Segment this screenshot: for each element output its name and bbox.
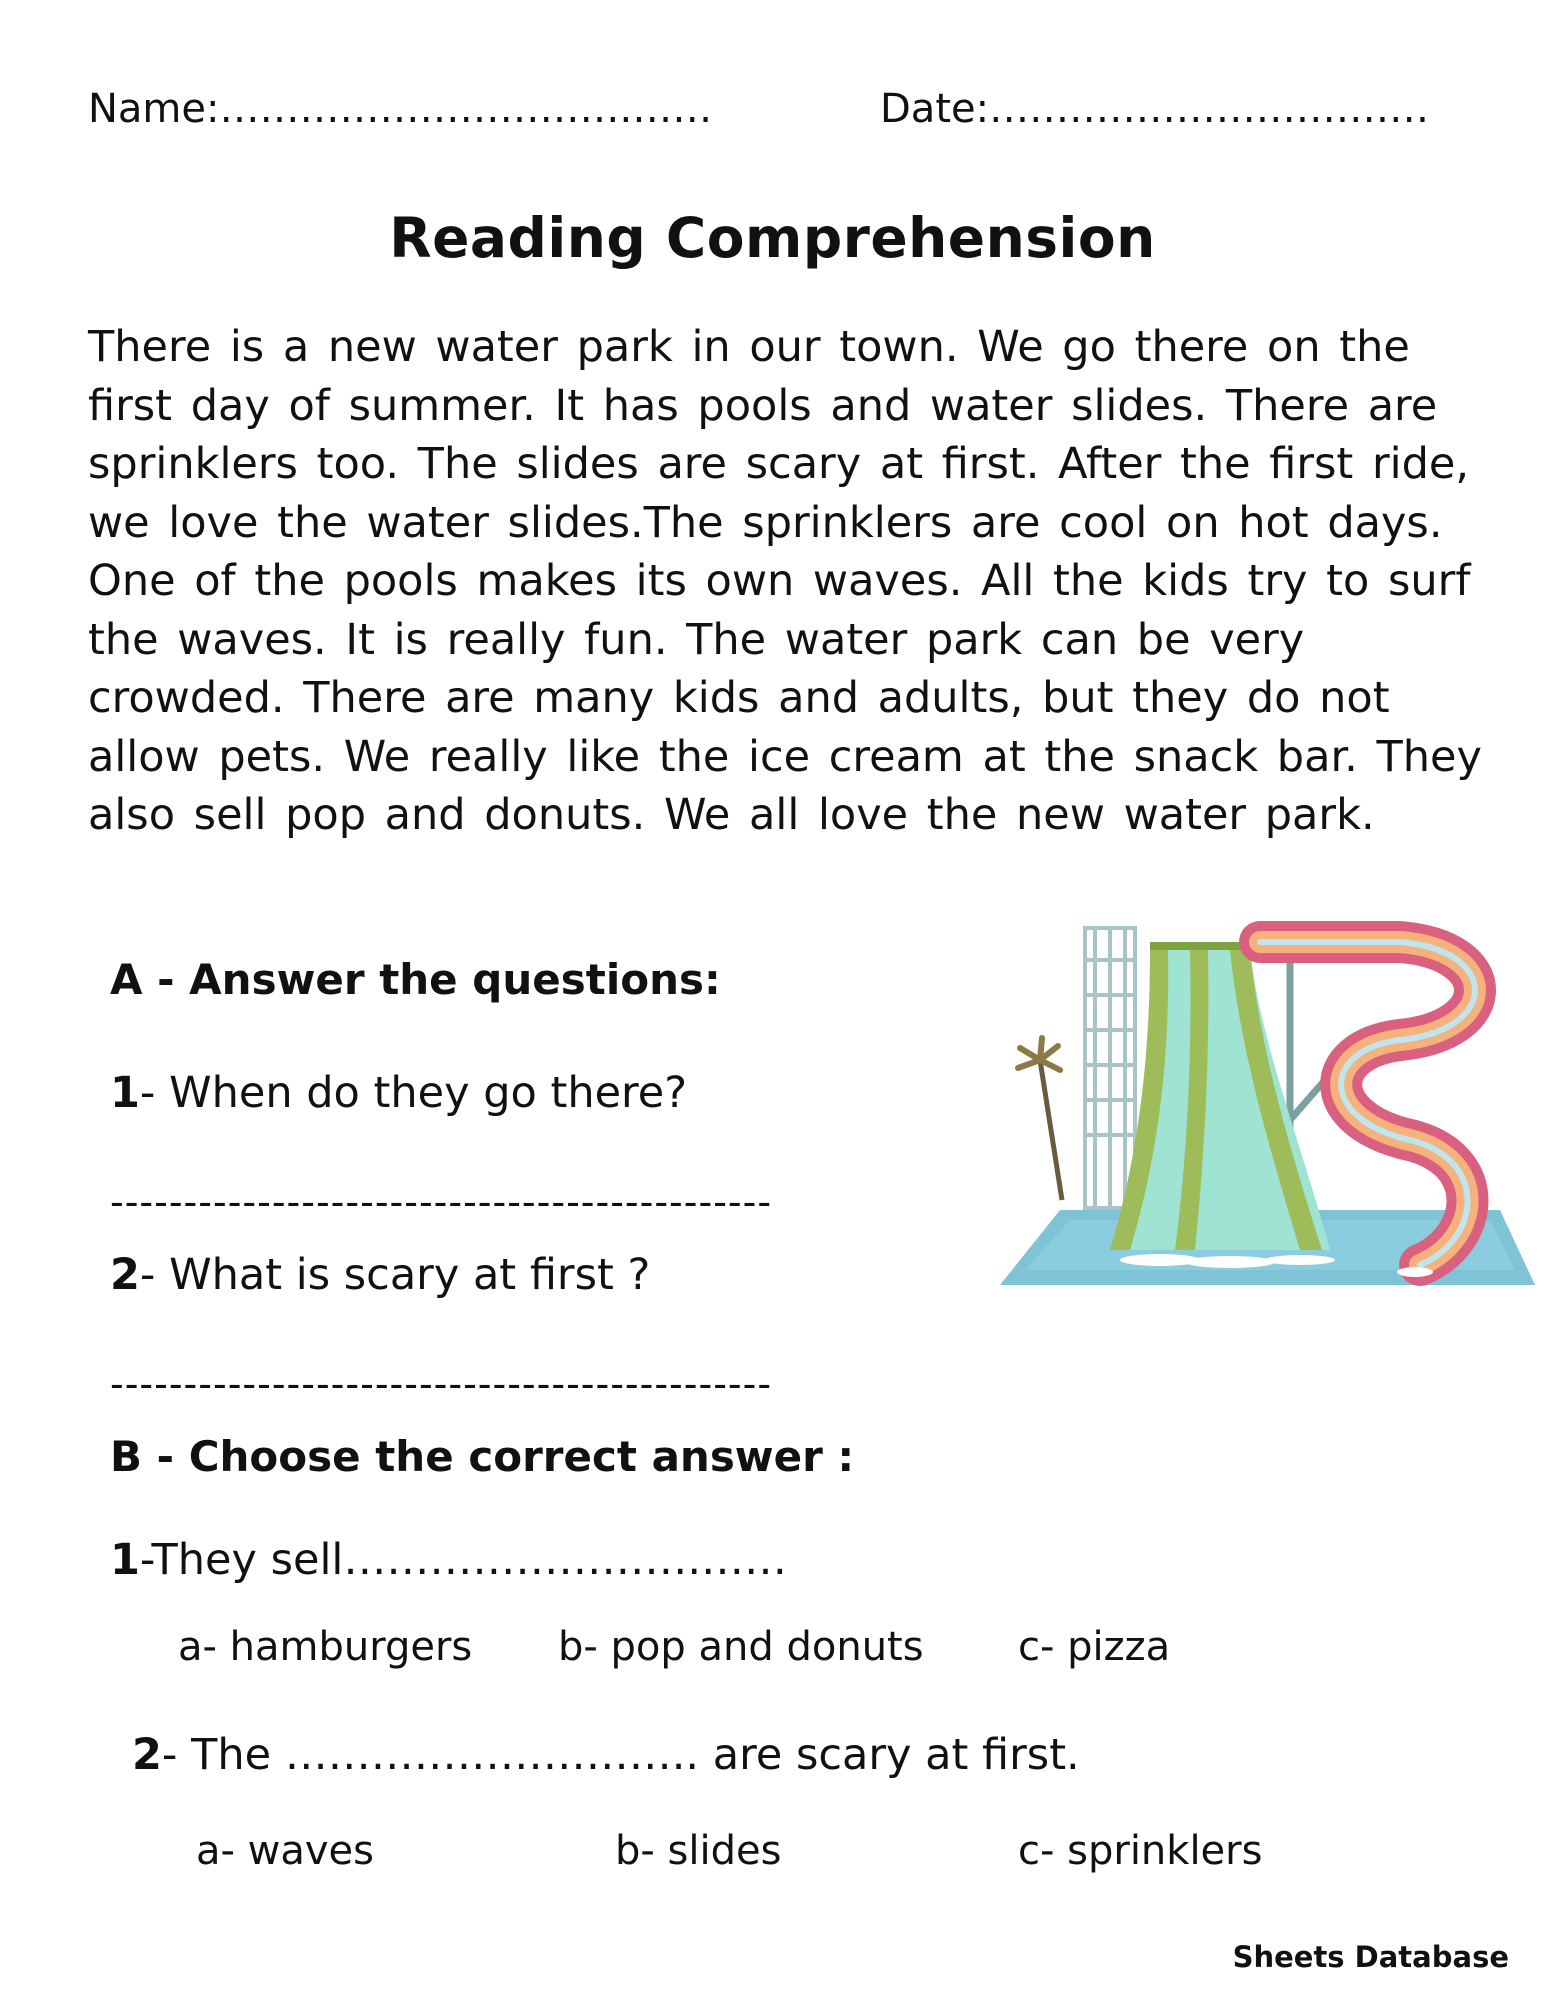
option-b1-a[interactable]: a- hamburgers	[178, 1624, 473, 1670]
question-a1	[110, 1068, 687, 1118]
section-b-heading: B - Choose the correct answer :	[110, 1432, 855, 1481]
question-number: 2	[110, 1250, 140, 1300]
question-text: - What is scary at first ?	[139, 1250, 651, 1300]
question-a2	[110, 1250, 650, 1300]
option-b1-c[interactable]: c- pizza	[1018, 1624, 1171, 1670]
option-b2-a[interactable]: a- waves	[196, 1828, 375, 1874]
question-b2	[132, 1730, 1080, 1780]
palm-shape	[1018, 1038, 1062, 1200]
question-number: 1	[110, 1068, 140, 1118]
tower-shape	[1085, 928, 1135, 1208]
question-number: 1	[110, 1535, 140, 1585]
question-b1	[110, 1535, 787, 1585]
option-b2-c[interactable]: c- sprinklers	[1018, 1828, 1263, 1874]
green-slides-shape	[1110, 942, 1330, 1250]
water-slide-icon	[1000, 920, 1540, 1300]
question-text: - The ……………………….. are scary at first.	[161, 1730, 1080, 1780]
date-field[interactable]: Date:……………………………	[880, 86, 1430, 132]
question-text: - When do they go there?	[139, 1068, 688, 1118]
question-text: -They sell…………………….……	[139, 1535, 788, 1585]
reading-passage: There is a new water park in our town. We go there on the first day of summer. It has pools and water slides. There are sprinklers too. The slides are scary at first. After the first ride, we love the water slides.The sprinklers are cool on hot days. One of the pools makes its own waves. All the kids try to surf the waves. It is really fun. The water park can be very crowded. There are many kids and adults, but they do not allow pets. We really like the ice cream at the snack bar. They also sell pop and donuts. We all love the new water park.	[88, 322, 1482, 840]
option-b1-b[interactable]: b- pop and donuts	[558, 1624, 924, 1670]
footer-brand: Sheets Database	[1232, 1940, 1509, 1974]
section-a-heading: A - Answer the questions:	[110, 955, 721, 1004]
answer-line-a1[interactable]: ---------------------------------------------	[110, 1180, 773, 1224]
option-b2-b[interactable]: b- slides	[615, 1828, 782, 1874]
worksheet-title: Reading Comprehension	[389, 206, 1156, 270]
question-number: 2	[132, 1730, 162, 1780]
answer-line-a2[interactable]: ---------------------------------------------	[110, 1362, 773, 1406]
name-field[interactable]: Name:………………………….……	[88, 86, 713, 132]
